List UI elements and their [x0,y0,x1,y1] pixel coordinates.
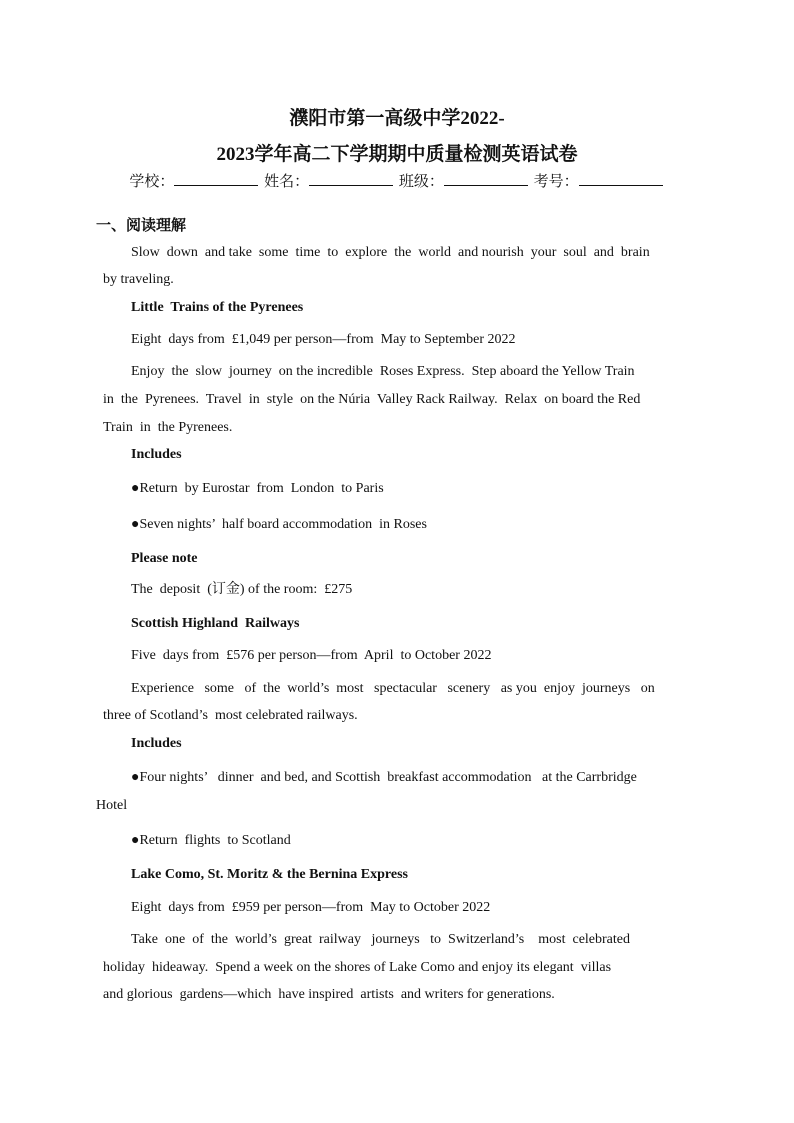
name-label: 姓名： [264,174,310,190]
trip1-desc-line-1: Enjoy the slow journey on the incredible Roses Express. Step aboard the Yellow Train [131,364,635,379]
trip1-title: Little Trains of the Pyrenees [131,300,304,315]
trip1-include-item: ●Seven nights’ half board accommodation in Roses [131,517,427,532]
trip3-desc-line-3: and glorious gardens—which have inspired artists and writers for generations. [103,987,555,1002]
name-blank[interactable] [309,171,393,186]
trip1-includes-label: Includes [131,447,182,462]
intro-line-2: by traveling. [103,272,174,287]
trip2-desc-line-2: three of Scotland’s most celebrated railways. [103,708,358,723]
student-info-row [0,170,794,191]
trip2-includes-label: Includes [131,736,182,751]
trip1-price: Eight days from £1,049 per person—from May to September 2022 [131,332,516,347]
trip2-price: Five days from £576 per person—from April to October 2022 [131,648,492,663]
class-label: 班级： [398,174,444,190]
exam-title-line-1: 濮阳市第一高级中学2022- [289,108,505,129]
trip3-desc-line-2: holiday hideaway. Spend a week on the shores of Lake Como and enjoy its elegant villas [103,960,612,975]
section-heading: 一、阅读理解 [96,218,187,234]
class-blank[interactable] [444,171,528,186]
bullet-icon: ● [131,481,140,496]
trip1-desc-line-3: Train in the Pyrenees. [103,420,233,435]
trip1-note-label: Please note [131,551,198,566]
school-blank[interactable] [174,171,258,186]
trip3-title: Lake Como, St. Moritz & the Bernina Express [131,867,408,882]
trip3-desc-line-1: Take one of the world’s great railway journeys to Switzerland’s most celebrated [131,932,630,947]
trip2-title: Scottish Highland Railways [131,616,300,631]
intro-line-1: Slow down and take some time to explore the world and nourish your soul and brain [131,245,650,260]
bullet-icon: ● [131,833,140,848]
exam-title-line-2: 2023学年高二下学期期中质量检测英语试卷 [216,144,578,165]
trip1-include-item: ●Return by Eurostar from London to Paris [131,481,384,496]
trip2-desc-line-1: Experience some of the world’s most spectacular scenery as you enjoy journeys on [131,681,655,696]
trip2-include-item: ●Return flights to Scotland [131,833,291,848]
exam-number-label: 考号： [533,174,579,190]
trip1-desc-line-2: in the Pyrenees. Travel in style on the Núria Valley Rack Railway. Relax on board the Red [103,392,641,407]
trip3-price: Eight days from £959 per person—from May to October 2022 [131,900,491,915]
trip2-include-item-cont: Hotel [96,798,128,813]
trip2-include-item: ●Four nights’ dinner and bed, and Scottish breakfast accommodation at the Carrbridge [131,770,637,785]
trip1-note: The deposit (订金) of the room: £275 [131,582,353,597]
exam-number-blank[interactable] [579,171,663,186]
school-label: 学校： [129,174,175,190]
bullet-icon: ● [131,517,140,532]
bullet-icon: ● [131,770,140,785]
